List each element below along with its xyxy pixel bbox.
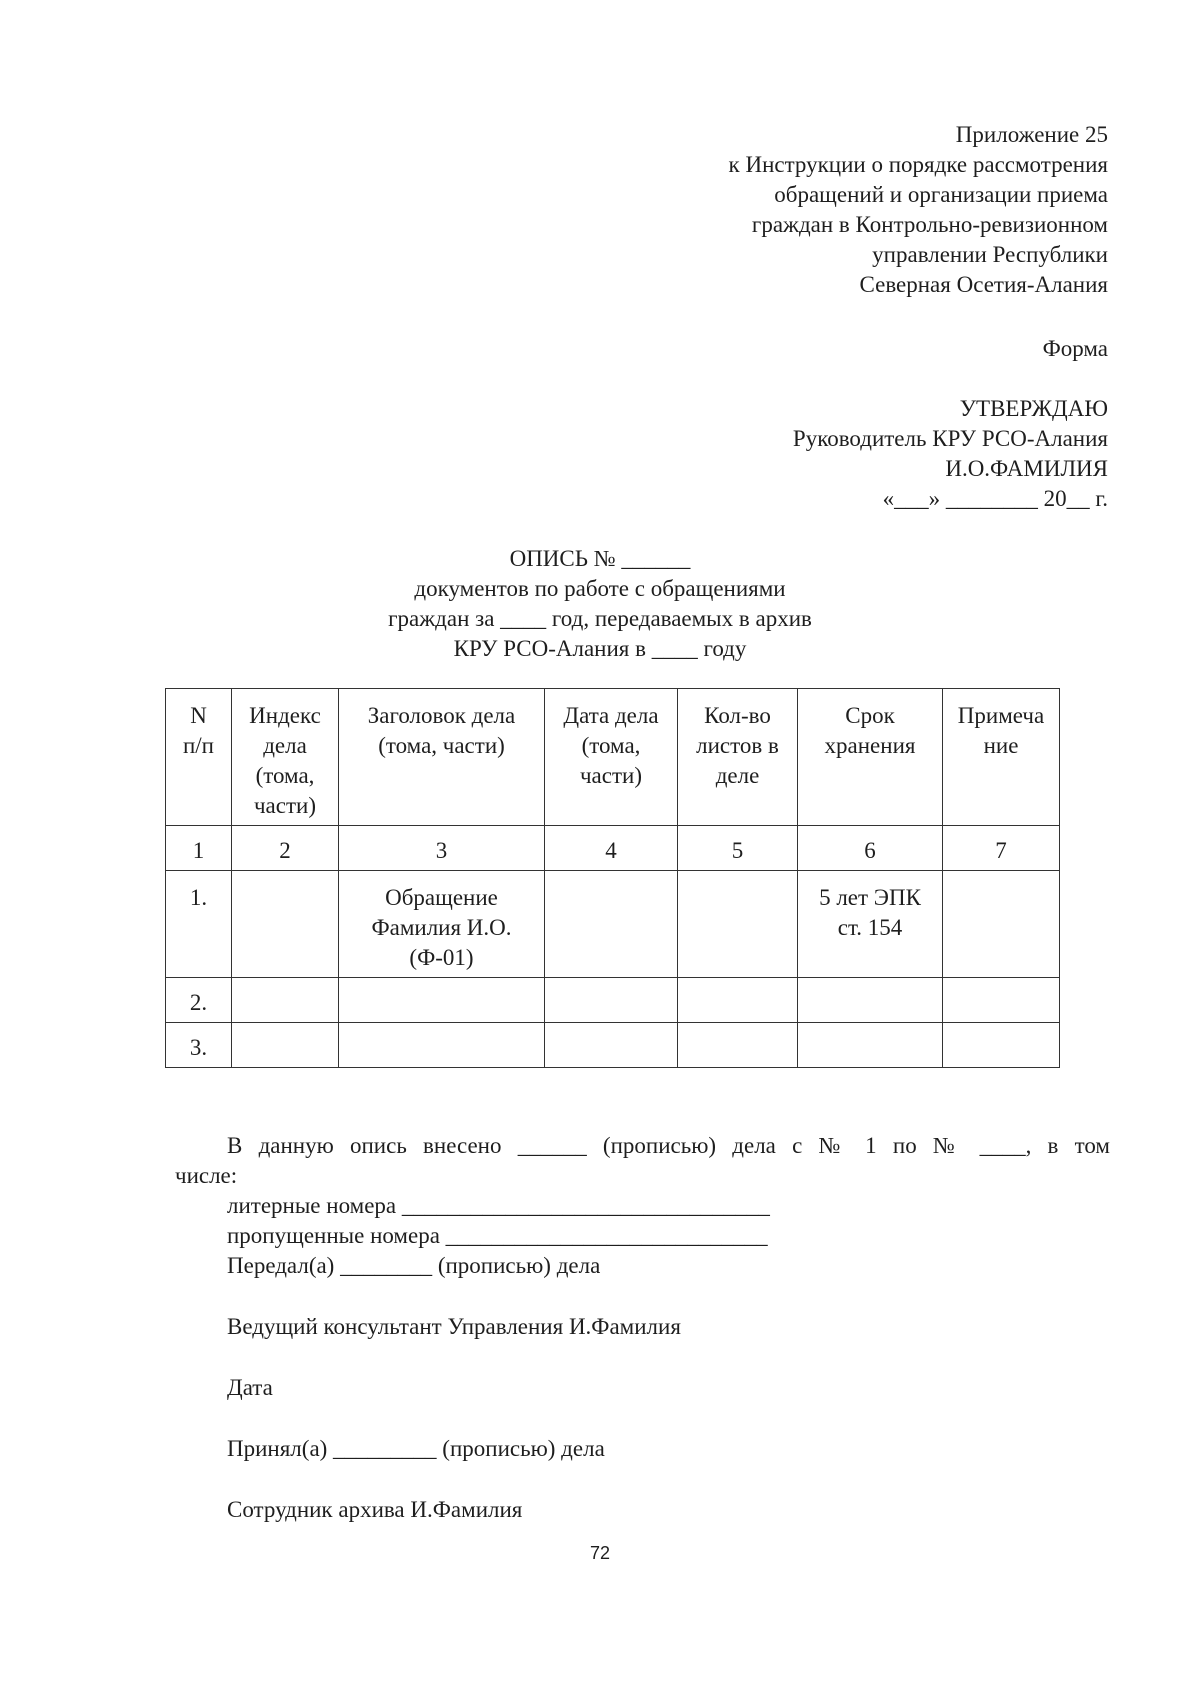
header-text: листов в (696, 733, 779, 758)
heading-line: документов по работе с обращениями (414, 576, 786, 601)
row-index (232, 978, 339, 1023)
heading-line: КРУ РСО-Алания в ____ году (453, 636, 747, 661)
form-label: Форма (1042, 336, 1108, 361)
heading-title: ОПИСЬ № ______ (509, 546, 691, 571)
header-cell (545, 689, 678, 826)
header-cell (943, 689, 1060, 826)
appendix-line: обращений и организации приема (774, 182, 1108, 207)
row-index (232, 1023, 339, 1068)
header-text: Дата дела (563, 703, 659, 728)
document-heading (0, 544, 1200, 664)
row-retention-line: 5 лет ЭПК (819, 885, 921, 910)
row-title-line: Обращение (385, 885, 498, 910)
header-text: дела (263, 733, 307, 758)
row-retention (798, 978, 943, 1023)
header-text: (тома, (581, 733, 641, 758)
header-text: Срок (845, 703, 895, 728)
row-sheets (678, 978, 798, 1023)
header-cell (678, 689, 798, 826)
column-number: 6 (798, 826, 943, 871)
header-text: части) (253, 793, 316, 818)
skipped-numbers: пропущенные номера ____________________________ (227, 1223, 768, 1248)
row-index (232, 871, 339, 978)
row-sheets (678, 1023, 798, 1068)
header-text: ние (983, 733, 1019, 758)
heading-line: граждан за ____ год, передаваемых в архив (388, 606, 812, 631)
header-text: части) (579, 763, 642, 788)
row-note (943, 871, 1060, 978)
row-retention (798, 1023, 943, 1068)
header-cell (232, 689, 339, 826)
table-row (166, 978, 1060, 1023)
appendix-line: граждан в Контрольно-ревизионном (751, 212, 1108, 237)
page-number: 72 (589, 1543, 611, 1563)
column-number-row (166, 826, 1060, 871)
header-text: хранения (824, 733, 916, 758)
included-line: В данную опись внесено ______ (прописью) дела с № 1 по № ____, в том (227, 1133, 1110, 1158)
column-number: 4 (545, 826, 678, 871)
header-text: Заголовок дела (367, 703, 516, 728)
handed-over: Передал(а) ________ (прописью) дела (227, 1253, 601, 1278)
header-text: N (190, 703, 207, 728)
appendix-block (729, 120, 1108, 300)
appendix-line: управлении Республики (872, 242, 1108, 267)
header-text: деле (715, 763, 760, 788)
row-title-line: (Ф-01) (409, 945, 474, 970)
row-note (943, 1023, 1060, 1068)
table-header-row (166, 689, 1060, 826)
row-date (545, 978, 678, 1023)
date-label: Дата (227, 1375, 273, 1400)
consultant-signature: Ведущий консультант Управления И.Фамилия (227, 1314, 681, 1339)
header-text: Индекс (249, 703, 321, 728)
approval-position: Руководитель КРУ РСО-Алания (792, 426, 1108, 451)
row-date (545, 871, 678, 978)
approval-title: УТВЕРЖДАЮ (959, 396, 1108, 421)
row-number: 2. (166, 978, 232, 1023)
row-title (339, 978, 545, 1023)
header-cell (339, 689, 545, 826)
appendix-line: Приложение 25 (955, 122, 1108, 147)
header-text: Примеча (957, 703, 1045, 728)
included-paragraph (175, 1131, 1110, 1191)
appendix-line: Северная Осетия-Алания (859, 272, 1108, 297)
row-number: 1. (166, 871, 232, 978)
header-text: п/п (182, 733, 214, 758)
literal-numbers: литерные номера ________________________________ (227, 1193, 770, 1218)
row-date (545, 1023, 678, 1068)
inventory-table (165, 688, 1060, 1068)
table-row (166, 871, 1060, 978)
included-line: числе: (175, 1163, 238, 1188)
row-title (339, 1023, 545, 1068)
received: Принял(а) _________ (прописью) дела (227, 1436, 605, 1461)
column-number: 7 (943, 826, 1060, 871)
row-sheets (678, 871, 798, 978)
row-number: 3. (166, 1023, 232, 1068)
row-retention (798, 871, 943, 978)
approval-name: И.О.ФАМИЛИЯ (945, 456, 1108, 481)
approval-block (793, 394, 1108, 514)
row-title (339, 871, 545, 978)
header-text: (тома, части) (378, 733, 505, 758)
header-cell (798, 689, 943, 826)
column-number: 1 (166, 826, 232, 871)
header-text: (тома, (255, 763, 315, 788)
column-number: 3 (339, 826, 545, 871)
row-title-line: Фамилия И.О. (371, 915, 512, 940)
column-number: 2 (232, 826, 339, 871)
table-row (166, 1023, 1060, 1068)
header-cell (166, 689, 232, 826)
appendix-line: к Инструкции о порядке рассмотрения (728, 152, 1108, 177)
row-note (943, 978, 1060, 1023)
archive-staff-signature: Сотрудник архива И.Фамилия (227, 1497, 523, 1522)
row-retention-line: ст. 154 (837, 915, 903, 940)
header-text: Кол-во (704, 703, 771, 728)
approval-date: «___» ________ 20__ г. (882, 486, 1108, 511)
column-number: 5 (678, 826, 798, 871)
